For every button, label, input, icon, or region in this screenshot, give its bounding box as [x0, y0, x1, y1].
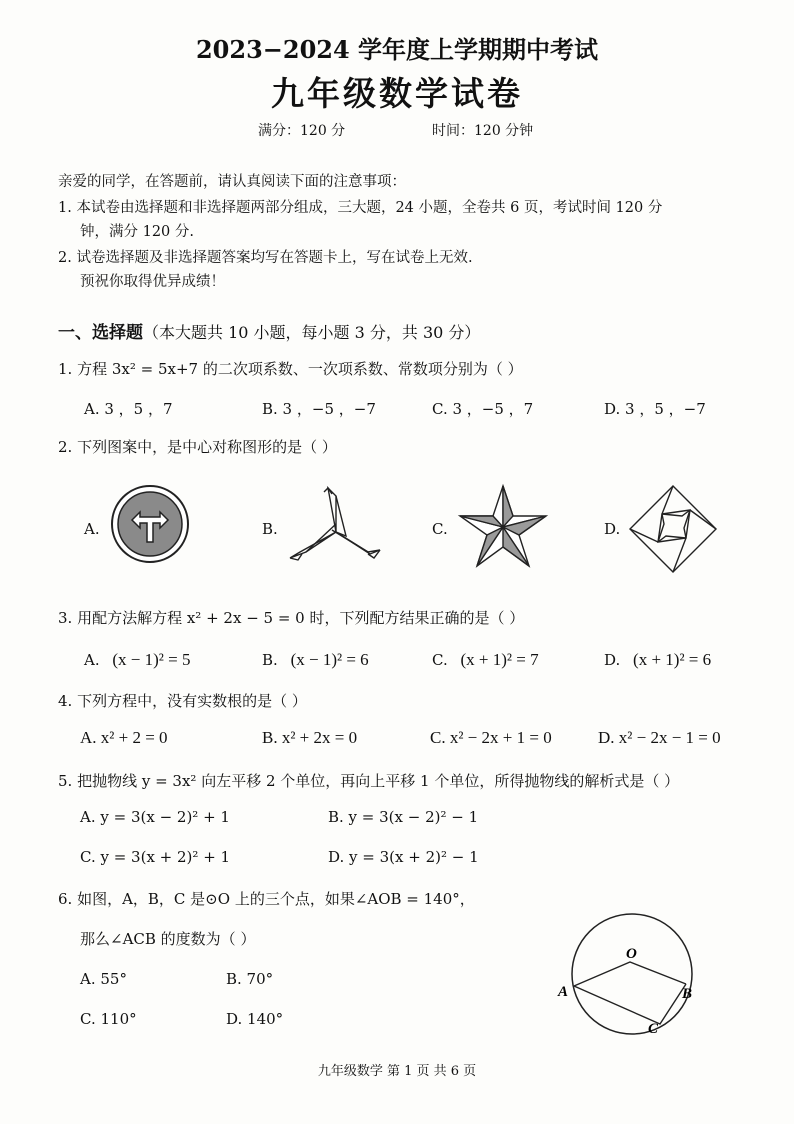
q3-option-c	[432, 650, 539, 670]
q6-option-c: C. 110°	[80, 1010, 137, 1028]
notice-wish: 预祝你取得优异成绩！	[80, 274, 225, 290]
question-6-cont: 那么∠ACB 的度数为（ ）	[80, 930, 256, 948]
section-desc: （本大题共 10 小题，每小题 3 分，共 30 分）	[143, 323, 481, 342]
q6-option-d: D. 140°	[226, 1010, 284, 1028]
exam-time: 时间：120 分钟	[432, 123, 534, 139]
page-footer: 九年级数学 第 1 页 共 6 页	[317, 1064, 477, 1079]
q5-option-b: B. y = 3(x − 2)² − 1	[328, 808, 479, 826]
q2-option-d: D.	[604, 520, 621, 538]
question-3: 3. 用配方法解方程 x² + 2x − 5 = 0 时，下列配方结果正确的是（ ）	[58, 609, 525, 627]
q4-option-a: A. x² + 2 = 0	[80, 728, 168, 747]
q1-option-a: A. 3 ，5 ，7	[84, 400, 173, 418]
star-figure	[458, 484, 548, 568]
figure-label-c: C	[648, 1021, 659, 1037]
q3-option-b	[262, 650, 369, 670]
q6-option-a: A. 55°	[80, 970, 127, 988]
full-score: 满分：120 分	[258, 123, 346, 139]
q3-option-c-math: (x + 1)² = 7	[460, 650, 539, 669]
q3-option-a-label: A.	[84, 651, 100, 669]
figure-label-b: B	[682, 986, 693, 1002]
pinwheel-figure	[288, 484, 384, 564]
q1-option-d: D. 3 ，5 ，−7	[604, 400, 706, 418]
q3-option-d-math: (x + 1)² = 6	[633, 650, 712, 669]
q6-option-b: B. 70°	[226, 970, 274, 988]
q1-option-b: B. 3 ，−5 ，−7	[262, 400, 376, 418]
q2-option-b: B.	[262, 520, 278, 538]
q2-option-c: C.	[432, 520, 448, 538]
q4-option-d: D. x² − 2x − 1 = 0	[598, 728, 721, 747]
turn-sign-figure	[110, 484, 190, 564]
q2-option-a: A.	[84, 520, 100, 538]
q3-option-d	[604, 650, 711, 670]
q3-option-a-math: (x − 1)² = 5	[112, 650, 191, 669]
q5-option-d: D. y = 3(x + 2)² − 1	[328, 848, 479, 866]
q5-option-c: C. y = 3(x + 2)² + 1	[80, 848, 231, 866]
section-label: 一、选择题	[58, 323, 143, 343]
notice-intro: 亲爱的同学，在答题前，请认真阅读下面的注意事项：	[58, 174, 406, 190]
q4-option-c: C. x² − 2x + 1 = 0	[430, 728, 552, 747]
q3-option-d-label: D.	[604, 651, 621, 669]
circle-figure	[560, 906, 710, 1036]
question-5: 5. 把抛物线 y = 3x² 向左平移 2 个单位，再向上平移 1 个单位，所得抛物线的解析式是（ ）	[58, 772, 680, 790]
q3-option-b-label: B.	[262, 651, 278, 669]
question-6: 6. 如图，A，B，C 是⊙O 上的三个点，如果∠AOB = 140°，	[58, 890, 475, 908]
q3-option-c-label: C.	[432, 651, 448, 669]
question-4: 4. 下列方程中，没有实数根的是（ ）	[58, 692, 307, 710]
question-2: 2. 下列图案中，是中心对称图形的是（ ）	[58, 438, 337, 456]
notice-item-1-cont: 钟，满分 120 分.	[80, 224, 195, 240]
figure-label-a: A	[558, 984, 569, 1000]
square-pattern-figure	[628, 484, 718, 574]
q5-option-a: A. y = 3(x − 2)² + 1	[80, 808, 230, 826]
q1-option-c: C. 3 ，−5 ，7	[432, 400, 534, 418]
exam-title: 2023−2024 学年度上学期期中考试	[195, 35, 599, 64]
question-1: 1. 方程 3x² = 5x+7 的二次项系数、一次项系数、常数项分别为（ ）	[58, 360, 523, 378]
notice-item-1: 1. 本试卷由选择题和非选择题两部分组成，三大题，24 小题，全卷共 6 页，考试时间 120 分	[58, 200, 663, 216]
q4-option-b: B. x² + 2x = 0	[262, 728, 358, 747]
figure-label-o: O	[626, 946, 637, 962]
notice-item-2: 2. 试卷选择题及非选择题答案均写在答题卡上，写在试卷上无效.	[58, 250, 473, 266]
exam-subtitle: 九年级数学试卷	[271, 74, 523, 113]
q3-option-a	[84, 650, 190, 670]
q3-option-b-math: (x − 1)² = 6	[290, 650, 369, 669]
section-heading	[58, 318, 480, 343]
